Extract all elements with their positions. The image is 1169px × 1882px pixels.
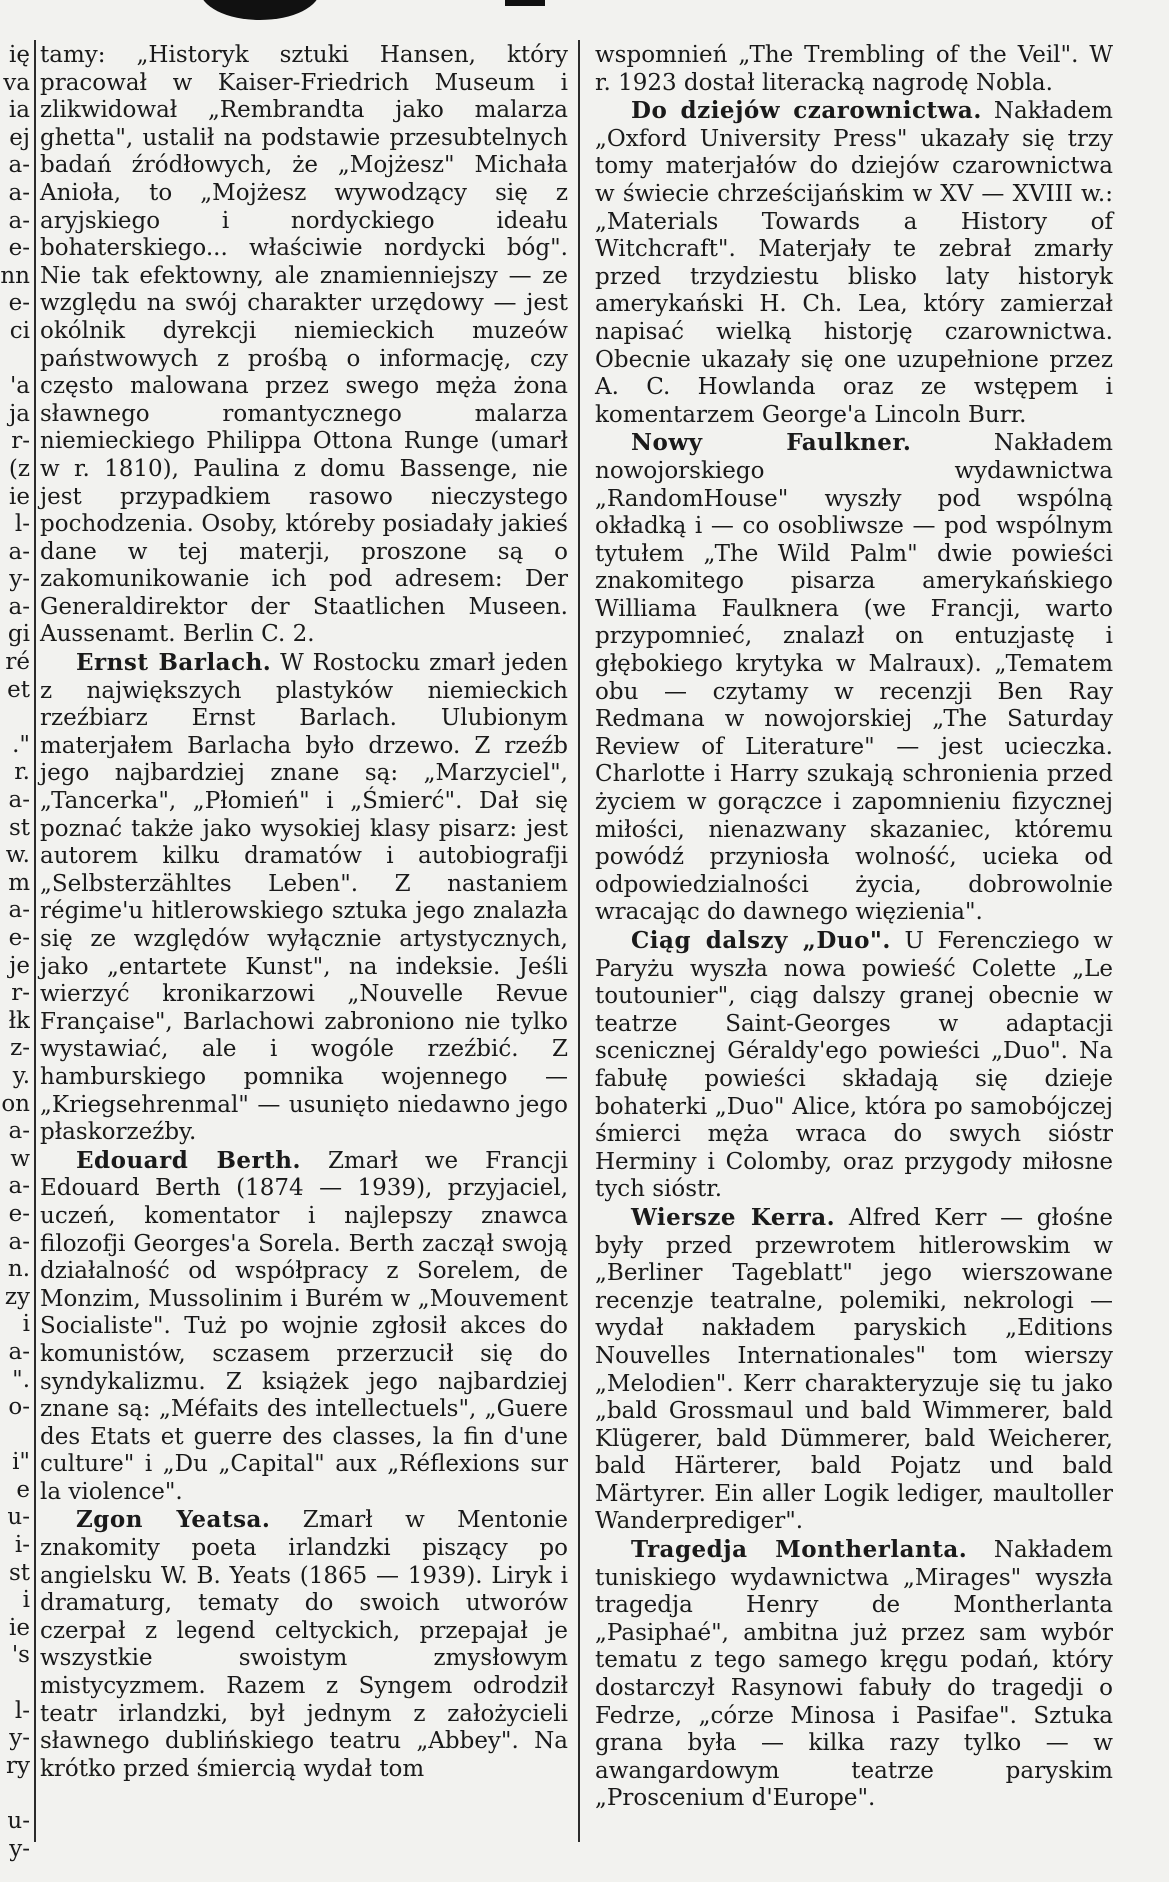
fragment-line: a- [8, 152, 30, 179]
fragment-line: a- [8, 1228, 30, 1255]
fragment-line: l- [14, 1697, 30, 1724]
column-rule-middle [578, 40, 580, 1842]
fragment-line: u- [7, 1504, 30, 1531]
column-2 [595, 42, 1113, 1813]
fragment-line: i [22, 1311, 30, 1338]
fragment-line: ię [9, 42, 30, 68]
paragraph-text: Zmarł w Mentonie znakomity poeta irlandzki piszący po angielsku W. B. Yeats (1865 — 1939). Liryk i dramaturg, tematy do swoich utworów czerpał z legend celtyckich, przepajał je wszystkie swoistym zmysłowym mistycyzmem. Razem z Syngem odrodził teatr irlandzki, był jednym z założycieli sławnego dublińskiego teatru „Abbey". Na krótko przed śmiercią wydał tom [40, 1507, 568, 1782]
fragment-line: l- [14, 511, 30, 538]
fragment-line: ." [12, 731, 30, 758]
fragment-line: y- [9, 566, 30, 593]
fragment-line [0, 1780, 30, 1808]
paragraph-montherlant [595, 1536, 1113, 1813]
paragraph-continuation [40, 42, 568, 649]
paragraph-text: U Ferencziego w Paryżu wyszła nowa powieść Colette „Le toutounier", ciąg dalszy granej obecnie w teatrze Saint-Georges w adaptacji scenicznej Géraldy'ego powieści „Duo". Na fabułę powieści składają się dzieje bohaterki „Duo" Alice, która po samobójczej śmierci męża wraca do swych sióstr Herminy i Colomby, oraz przygody miłosne tych sióstr. [595, 928, 1113, 1203]
fragment-line: va [3, 69, 30, 96]
paragraph-yeats [40, 1506, 568, 1783]
paragraph-heading: Nowy Faulkner. [631, 429, 912, 457]
paragraph-berth [40, 1147, 568, 1507]
fragment-line: n. [7, 1256, 30, 1283]
fragment-line: a- [8, 179, 30, 206]
fragment-line: r- [11, 980, 30, 1007]
fragment-line: r. [14, 759, 30, 786]
paragraph-text: Nakładem tuniskiego wydawnictwa „Mirages" wyszła tragedja Henry de Montherlanta „Pasiphaé", ambitna już przez sam wybór tematu z tego samego kręgu podań, który dostarczył Rasynowi fabuły do tragedji o Fedrze, „córze Minosa i Pasifae". Sztuka grana była — kilka razy tylko — w awangardowym teatrze paryskim „Proscenium d'Europe". [595, 1537, 1113, 1812]
fragment-line: e [16, 1476, 30, 1503]
fragment-line: e- [8, 290, 30, 317]
paragraph-text: tamy: „Historyk sztuki Hansen, który pracował w Kaiser-Friedrich Museum i zlikwidował „Rembrandta jako malarza ghetta", ustalił na podstawie przesubtelnych badań źródłowych, że „Mojżesz" Michała Anioła, to „Mojżesz wywodzący się z aryjskiego i nordyckiego ideału bohaterskiego... właściwie nordycki bóg". Nie tak efektowny, ale znamienniejszy — ze względu na swój charakter urzędowy — jest okólnik dyrekcji niemieckich muzeów państwowych z prośbą o informację, czy często malowana przez swego męża żona sławnego romantycznego malarza niemieckiego Philippa Ottona Runge (umarł w r. 1810), Paulina z domu Bassenge, nie jest przypadkiem rasowo nieczystego pochodzenia. Osoby, któreby posiadały jakieś dane w tej materji, proszone są o zakomunikowanie ich pod adresem: Der Generaldirektor der Staatlichen Museen. Aussenamt. Berlin C. 2. [40, 42, 568, 648]
fragment-line: i" [12, 1449, 30, 1476]
fragment-line: e- [8, 1200, 30, 1227]
fragment-line: i- [14, 1532, 30, 1559]
fragment-line: a- [8, 897, 30, 924]
paragraph-witchcraft [595, 97, 1113, 429]
paragraph-text: Nakładem nowojorskiego wydawnictwa „RandomHouse" wyszły pod wspólną okładką i — co osobliwsze — pod wspólnym tytułem „The Wild Palm" dwie powieści znakomitego pisarza amerykańskiego Williama Faulknera (we Francji, warto przypomnieć, znalazł on entuzjastę i głębokiego krytyka w Malraux). „Tematem obu — czytamy w recenzji Ben Ray Redmana w nowojorskiej „The Saturday Review of Literature" — jest ucieczka. Charlotte i Harry szukają schronienia przed życiem w gorączce i zapomnieniu fizycznej miłości, nienazwany skazaniec, któremu powódź przyniosła wolność, ucieka od odpowiedzialności życia, dobrowolnie wracając do dawnego więzienia". [595, 430, 1113, 926]
fragment-line: ". [12, 1366, 30, 1393]
fragment-line: ie [9, 483, 30, 510]
column-rule-left [34, 40, 36, 1842]
fragment-line [0, 704, 30, 732]
fragment-line: y- [9, 1725, 30, 1752]
ink-blot [200, 0, 320, 20]
fragment-line: nn [0, 262, 30, 289]
fragment-line: 'a [9, 373, 30, 400]
fragment-line: a- [8, 787, 30, 814]
fragment-line: a- [8, 538, 30, 565]
paragraph-text: Zmarł we Francji Edouard Berth (1874 — 1939), przyjaciel, uczeń, komentator i najlepszy znawca filozofji Georges'a Sorela. Berth zaczął swoją działalność od współpracy z Sorelem, de Monzim, Mussolinim i Burém w „Mouvement Socialiste". Tuż po wojnie zgłosił akces do komunistów, sczasem przerzucił się do syndykalizmu. Z książek jego najbardziej znane są: „Méfaits des intellectuels", „Guere des Etats et guerre des classes, la fin d'une culture" i „Du „Capital" aux „Réflexions sur la violence". [40, 1147, 568, 1505]
paragraph-kerr [595, 1204, 1113, 1536]
paragraph-barlach [40, 649, 568, 1147]
fragment-line: je [9, 952, 30, 979]
fragment-line: zy [4, 1283, 30, 1310]
fragment-line: łk [8, 1007, 30, 1034]
fragment-line: ja [9, 400, 30, 427]
fragment-line: (z [8, 455, 30, 482]
fragment-line: ry [6, 1752, 30, 1779]
fragment-line: w. [5, 842, 30, 869]
paragraph-text: wspomnień „The Trembling of the Veil". W r. 1923 dostał literacką nagrodę Nobla. [595, 42, 1113, 96]
fragment-line: et [7, 676, 30, 703]
fragment-line: ré [5, 649, 30, 676]
fragment-line [0, 1422, 30, 1450]
paragraph-text: Alfred Kerr — głośne były przed przewrotem hitlerowskim w „Berliner Tageblatt" jego wierszowane recenzje teatralne, polemiki, nekrologi — wydał nakładem paryskich „Editions Nouvelles Internationales" tom wierszy „Melodien". Kerr charakteryzuje się tu jako „bald Grossmaul und bald Wimmerer, bald Klügerer, bald Dümmerer, bald Weicherer, bald Härterer, bald Pojatz und bald Märtyrer. Ein aller Logik lediger, maultoller Wanderprediger". [595, 1204, 1113, 1535]
fragment-line: a- [8, 207, 30, 234]
fragment-line: a- [8, 1118, 30, 1145]
fragment-line: a- [8, 1173, 30, 1200]
paragraph-faulkner [595, 429, 1113, 927]
fragment-line: ia [8, 97, 30, 124]
paragraph-heading: Zgon Yeatsa. [76, 1506, 271, 1534]
paragraph-text: W Rostocku zmarł jeden z największych plastyków niemieckich rzeźbiarz Ernst Barlach. Ulubionym materjałem Barlacha było drzewo. Z rzeźb jego najbardziej znane są: „Marzyciel", „Tancerka", „Płomień" i „Śmierć". Dał się poznać także jako wysokiej klasy pisarz: jest autorem kilku dramatów i autobiografji „Selbsterzähltes Leben". Z nastaniem régime'u hitlerowskiego sztuka jego znalazła się ze względów wyłącznie artystycznych, jako „entartete Kunst", na indeksie. Jeśli wierzyć kronikarzowi „Nouvelle Revue Française", Barlachowi zabroniono nie tylko wystawiać, ale i wogóle rzeźbić. Z hamburskiego pomnika wojennego — „Kriegsehrenmal" — usunięto niedawno jego płaskorzeźby. [40, 650, 568, 1146]
fragment-line: st [8, 814, 30, 841]
paragraph-duo [595, 927, 1113, 1204]
paragraph-heading: Do dziejów czarownictwa. [631, 97, 982, 125]
fragment-line: e- [8, 235, 30, 262]
fragment-line: a- [8, 1338, 30, 1365]
paragraph-heading: Edouard Berth. [76, 1146, 301, 1174]
fragment-line: z- [10, 1035, 30, 1062]
fragment-line: ie [9, 1614, 30, 1641]
fragment-line: ej [9, 124, 30, 151]
paragraph-heading: Wiersze Kerra. [631, 1203, 836, 1231]
left-column-fragments [0, 42, 30, 1863]
fragment-line: a- [8, 593, 30, 620]
fragment-line [0, 1670, 30, 1698]
fragment-line: 's [11, 1642, 30, 1669]
paragraph-heading: Ernst Barlach. [76, 649, 272, 677]
fragment-line: w [10, 1145, 30, 1172]
fragment-line: gi [7, 621, 30, 648]
ink-dash [505, 0, 545, 6]
fragment-line: o- [8, 1394, 30, 1421]
column-1 [40, 42, 568, 1783]
fragment-line: y. [12, 1062, 30, 1089]
fragment-line: st [8, 1559, 30, 1586]
fragment-line: u- [7, 1808, 30, 1834]
fragment-line [0, 346, 30, 374]
fragment-line: on [1, 1090, 30, 1117]
fragment-line: e- [8, 925, 30, 951]
fragment-line: i [22, 1587, 30, 1614]
paragraph-text: Nakładem „Oxford University Press" ukazały się trzy tomy materjałów do dziejów czarownictwa w świecie chrześcijańskim w XV — XVIII w.: „Materials Towards a History of Witchcraft". Materjały te zebrał zmarły przed trzydziestu blisko laty historyk amerykański H. Ch. Lea, który zamierzał napisać wielką historję czarownictwa. Obecnie ukazały się one uzupełnione przez A. C. Howlanda oraz ze wstępem i komentarzem George'a Lincoln Burr. [595, 98, 1113, 428]
fragment-line: ci [9, 317, 30, 344]
fragment-line: r- [11, 428, 30, 455]
paragraph-heading: Ciąg dalszy „Duo". [631, 927, 891, 954]
paragraph-continuation [595, 42, 1113, 97]
fragment-line: m [8, 869, 30, 896]
fragment-line: y- [9, 1835, 30, 1862]
paragraph-heading: Tragedja Montherlanta. [631, 1536, 968, 1564]
